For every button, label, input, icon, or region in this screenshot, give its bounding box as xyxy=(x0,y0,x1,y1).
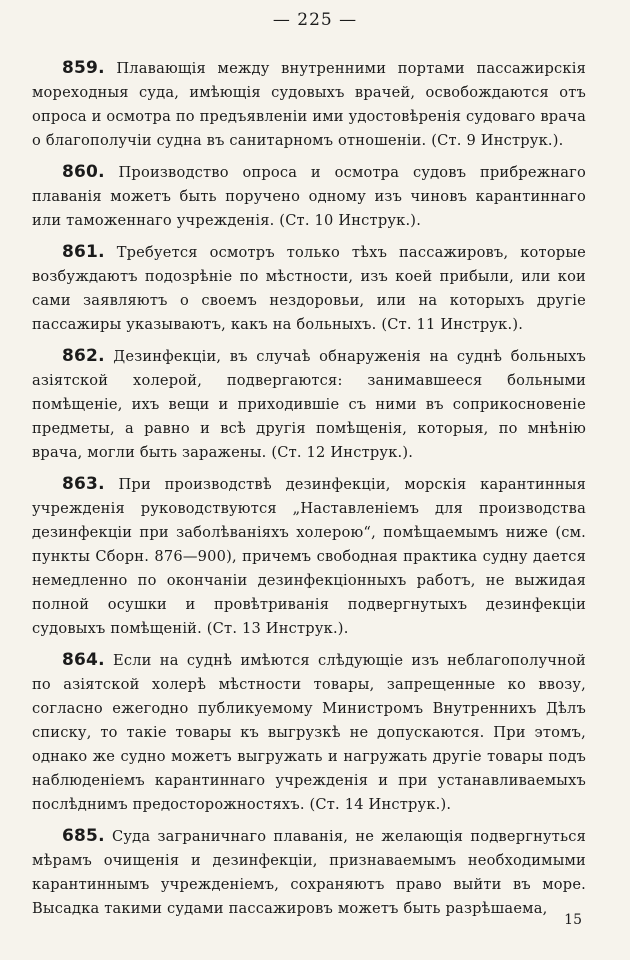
paragraph-685 xyxy=(32,824,586,921)
paragraph-text: Суда заграничнаго плаванія, не желающія подвергнуться мѣрамъ очищенія и дезинфекціи, признаваемымъ необходимыми карантиннымъ учрежденіемъ, сохраняютъ право выйти въ море. Высадка такими судами пассажировъ можетъ быть разрѣшаема, xyxy=(32,828,586,917)
paragraph-text: Производство опроса и осмотра судовъ прибрежнаго плаванія можетъ быть поручено одному изъ чиновъ карантиннаго или таможеннаго учрежденія. (Ст. 10 Инструк.). xyxy=(32,164,586,229)
paragraph-number: 859. xyxy=(62,58,105,78)
paragraph-860 xyxy=(32,160,586,233)
paragraph-859 xyxy=(32,56,586,153)
page-number-header: — 225 — xyxy=(272,10,358,30)
paragraph-text: При производствѣ дезинфекціи, морскія карантинныя учрежденія руководствуются „Наставленіемъ для производства дезинфекціи при заболѣваніяхъ холерою“, помѣщаемымъ ниже (см. пункты Сборн. 876—900), причемъ свободная практика судну дается немедленно по окончаніи дезинфекціонныхъ работъ, не выжидая полной осушки и провѣтриванія подвергнутыхъ дезинфекціи судовыхъ помѣщеній. (Ст. 13 Инструк.). xyxy=(32,476,586,637)
paragraph-text: Дезинфекціи, въ случаѣ обнаруженія на суднѣ больныхъ азіятской холерой, подвергаются: занимавшееся больными помѣщеніе, ихъ вещи и приходившіе съ ними въ соприкосновеніе предметы, а равно и всѣ другія помѣщенія, которыя, по мнѣнію врача, могли быть заражены. (Ст. 12 Инструк.). xyxy=(32,348,586,461)
paragraph-number: 862. xyxy=(62,346,105,366)
paragraph-861 xyxy=(32,240,586,337)
paragraph-number: 860. xyxy=(62,162,105,182)
paragraph-text: Требуется осмотръ только тѣхъ пассажировъ, которые возбуждаютъ подозрѣніе по мѣстности, изъ коей прибыли, или кои сами заявляютъ о своемъ нездоровьи, или на которыхъ другіе пассажиры указываютъ, какъ на больныхъ. (Ст. 11 Инструк.). xyxy=(32,244,586,333)
signature-mark: 15 xyxy=(564,912,582,928)
paragraph-863 xyxy=(32,472,586,641)
paragraph-text: Плавающія между внутренними портами пассажирскія мореходныя суда, имѣющія судовыхъ врачей, освобождаются отъ опроса и осмотра по предъявленіи ими удостовѣренія судоваго врача о благополучіи судна въ санитарномъ отношеніи. (Ст. 9 Инструк.). xyxy=(32,60,586,149)
paragraph-number: 685. xyxy=(62,826,105,846)
paragraph-862 xyxy=(32,344,586,465)
paragraph-text: Если на суднѣ имѣются слѣдующіе изъ неблагополучной по азіятской холерѣ мѣстности товары, запрещенные ко ввозу, согласно ежегодно публикуемому Министромъ Внутреннихъ Дѣлъ списку, то такіе товары къ выгрузкѣ не допускаются. При этомъ, однако же судно можетъ выгружать и нагружать другіе товары подъ наблюденіемъ карантиннаго учрежденія и при устанавливаемыхъ послѣднимъ предосторожностяхъ. (Ст. 14 Инструк.). xyxy=(32,652,586,813)
paragraph-number: 863. xyxy=(62,474,105,494)
paragraph-number: 864. xyxy=(62,650,105,670)
paragraph-864 xyxy=(32,648,586,817)
paragraph-number: 861. xyxy=(62,242,105,262)
document-body xyxy=(32,56,586,928)
